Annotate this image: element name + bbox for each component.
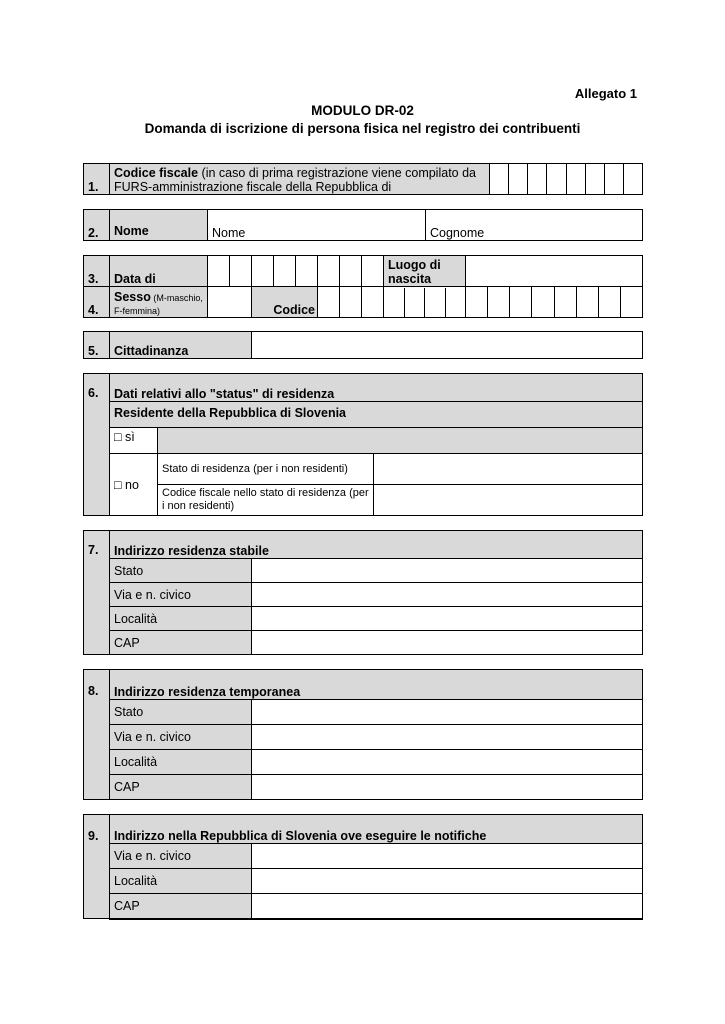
- via-field[interactable]: [252, 725, 643, 750]
- si-row: [158, 428, 643, 454]
- residenza-stabile-title: Indirizzo residenza stabile: [110, 531, 643, 559]
- section-9-notifiche: [83, 814, 643, 920]
- no-checkbox[interactable]: □ no: [110, 454, 158, 516]
- residenza-temporanea-title: Indirizzo residenza temporanea: [110, 670, 643, 700]
- si-checkbox[interactable]: □ sì: [110, 428, 158, 454]
- luogo-nascita-field[interactable]: [466, 256, 643, 287]
- codice-fiscale-digit-6[interactable]: [585, 164, 604, 195]
- codice-digit-15[interactable]: [620, 287, 642, 318]
- codice-fiscale-digit-2[interactable]: [509, 164, 528, 195]
- codice-digit-5[interactable]: [405, 288, 426, 317]
- section-number: 8.: [84, 670, 110, 800]
- residenza-subtitle: Residente della Repubblica di Slovenia: [110, 402, 643, 428]
- codice-fiscale-digit-8[interactable]: [623, 164, 642, 195]
- cap-label: CAP: [110, 894, 252, 919]
- stato-label: Stato: [110, 559, 252, 583]
- section-number: 7.: [84, 531, 110, 655]
- section-number: 1.: [84, 164, 110, 195]
- codice-fiscale-estero-field[interactable]: [374, 485, 643, 516]
- data-digit-8[interactable]: [362, 256, 384, 287]
- luogo-nascita-label: Luogo di nascita: [384, 256, 466, 287]
- section-number: 3.: [84, 256, 110, 287]
- data-digit-1[interactable]: [208, 256, 230, 287]
- codice-digit-11[interactable]: [532, 287, 554, 318]
- section-number: 5.: [84, 332, 110, 359]
- via-label: Via e n. civico: [110, 725, 252, 750]
- codice-fiscale-digit-7[interactable]: [604, 164, 623, 195]
- codice-digit-1[interactable]: [318, 287, 340, 318]
- codice-digit-13[interactable]: [576, 287, 598, 318]
- cap-field[interactable]: [252, 894, 643, 919]
- codice-digit-14[interactable]: [598, 287, 620, 318]
- codice-digit-group: [384, 287, 466, 318]
- codice-digit-9[interactable]: [488, 287, 510, 318]
- section-8-residenza-temporanea: [83, 669, 643, 800]
- data-digit-7[interactable]: [340, 256, 362, 287]
- data-digit-6[interactable]: [318, 256, 340, 287]
- via-field[interactable]: [252, 844, 643, 869]
- localita-label: Località: [110, 869, 252, 894]
- codice-digit-10[interactable]: [510, 287, 532, 318]
- cap-label: CAP: [110, 631, 252, 655]
- data-digit-3[interactable]: [252, 256, 274, 287]
- cap-field[interactable]: [252, 631, 643, 655]
- data-digit-5[interactable]: [296, 256, 318, 287]
- codice-digit-2[interactable]: [340, 287, 362, 318]
- cittadinanza-label: Cittadinanza: [110, 332, 252, 359]
- via-label: Via e n. civico: [110, 583, 252, 607]
- codice-digit-7[interactable]: [446, 288, 466, 317]
- form-code: MODULO DR-02: [311, 103, 414, 118]
- section-5-cittadinanza: [83, 331, 643, 359]
- section-7-residenza-stabile: [83, 530, 643, 655]
- codice-fiscale-digit-1[interactable]: [490, 164, 509, 195]
- codice-fiscale-digit-3[interactable]: [528, 164, 547, 195]
- section-3-4: [83, 255, 643, 318]
- codice-fiscale-digit-4[interactable]: [547, 164, 566, 195]
- cap-label: CAP: [110, 775, 252, 800]
- stato-field[interactable]: [252, 559, 643, 583]
- cap-field[interactable]: [252, 775, 643, 800]
- section-6-residenza: [83, 373, 643, 516]
- section-2-nome: [83, 209, 643, 241]
- cittadinanza-field[interactable]: [252, 332, 643, 359]
- stato-residenza-field[interactable]: [374, 454, 643, 485]
- data-digit-2[interactable]: [230, 256, 252, 287]
- sesso-label: Sesso (M-maschio, F-femmina): [110, 287, 208, 318]
- nome-label: Nome: [110, 210, 208, 241]
- codice-fiscale-digit-5[interactable]: [566, 164, 585, 195]
- codice-fiscale-estero-label: Codice fiscale nello stato di residenza (per i non residenti): [158, 485, 374, 516]
- sesso-field[interactable]: [208, 287, 252, 318]
- codice-fiscale-label: Codice fiscale (in caso di prima registrazione viene compilato da FURS-amministrazione fiscale della Repubblica di: [110, 164, 490, 195]
- stato-residenza-label: Stato di residenza (per i non residenti): [158, 454, 374, 485]
- codice-digit-12[interactable]: [554, 287, 576, 318]
- via-label: Via e n. civico: [110, 844, 252, 869]
- data-digit-4[interactable]: [274, 256, 296, 287]
- section-number: 2.: [84, 210, 110, 241]
- allegato-label: Allegato 1: [574, 86, 637, 101]
- section-number: 6.: [84, 374, 110, 516]
- section-number: 9.: [84, 815, 110, 919]
- form-title: Domanda di iscrizione di persona fisica nel registro dei contribuenti: [144, 121, 581, 136]
- residenza-title: Dati relativi allo "status" di residenza: [110, 374, 643, 402]
- localita-field[interactable]: [252, 607, 643, 631]
- nome-field[interactable]: Nome: [208, 210, 426, 241]
- stato-label: Stato: [110, 700, 252, 725]
- codice-label: Codice: [252, 287, 318, 318]
- data-nascita-label: Data di: [110, 256, 208, 287]
- section-1-codice-fiscale: [83, 163, 643, 195]
- codice-digit-6[interactable]: [425, 288, 446, 317]
- localita-label: Località: [110, 607, 252, 631]
- codice-digit-8[interactable]: [466, 287, 488, 318]
- section-number: 4.: [84, 287, 110, 318]
- localita-field[interactable]: [252, 750, 643, 775]
- codice-digit-3[interactable]: [362, 287, 384, 318]
- localita-label: Località: [110, 750, 252, 775]
- codice-digit-4[interactable]: [384, 288, 405, 317]
- notifiche-title: Indirizzo nella Repubblica di Slovenia ove eseguire le notifiche: [110, 815, 643, 844]
- via-field[interactable]: [252, 583, 643, 607]
- localita-field[interactable]: [252, 869, 643, 894]
- cognome-field[interactable]: Cognome: [426, 210, 643, 241]
- stato-field[interactable]: [252, 700, 643, 725]
